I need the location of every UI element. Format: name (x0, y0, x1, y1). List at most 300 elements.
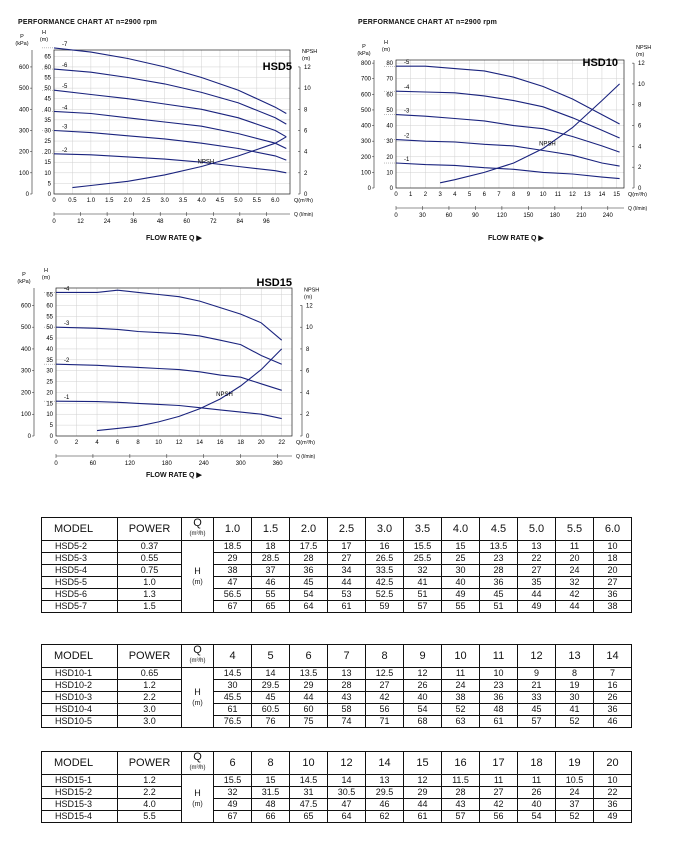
q-m3h-tick-label: 16 (216, 440, 224, 446)
flow-rate-label-hsd10: FLOW RATE Q ▶ (488, 235, 544, 242)
pressure-tick-label: 200 (360, 154, 371, 161)
head-value-cell: 28 (480, 565, 518, 577)
power-cell: 1.2 (118, 680, 182, 692)
flow-header: 16 (442, 752, 480, 775)
curve-stage-label: -4 (64, 286, 70, 293)
q-lmin-tick-label: 240 (198, 461, 209, 467)
q-m3h-tick-label: 1.5 (105, 198, 114, 204)
head-value-cell: 48 (480, 704, 518, 716)
flow-header: 4.0 (442, 518, 480, 541)
power-cell: 1.3 (118, 589, 182, 601)
head-tick-label: 40 (386, 123, 393, 130)
q-m3h-tick-label: 20 (257, 440, 265, 446)
head-value-cell: 29 (214, 553, 252, 565)
npsh-axis-label: NPSH (636, 45, 652, 52)
q-m3h-tick-label: 4.5 (215, 198, 225, 204)
q-lmin-tick-label: 150 (523, 213, 534, 219)
head-value-cell: 56.5 (214, 589, 252, 601)
npsh-tick-label: 10 (638, 81, 645, 88)
q-lmin-tick-label: 180 (161, 461, 172, 467)
head-value-cell: 61 (214, 704, 252, 716)
curve-stage-label: -5 (62, 84, 68, 91)
performance-table-hsd10 (41, 644, 632, 728)
table-row (42, 716, 632, 728)
head-curve (54, 131, 286, 161)
head-value-cell: 54 (518, 811, 556, 823)
head-value-cell: 22 (594, 787, 632, 799)
chart-model-title: HSD15 (256, 277, 292, 289)
head-value-cell: 13 (328, 668, 366, 680)
head-value-cell: 16 (366, 541, 404, 553)
power-cell: 1.2 (118, 775, 182, 787)
column-header-power: POWER (118, 645, 182, 668)
column-header-q (182, 518, 214, 541)
q-lmin-tick-label: 240 (602, 213, 613, 219)
model-cell: HSD10-1 (42, 668, 118, 680)
npsh-tick-label: 0 (304, 192, 308, 198)
q-m3h-axis-label: Q(m³/h) (296, 440, 315, 446)
model-cell: HSD5-4 (42, 565, 118, 577)
q-m3h-tick-label: 12 (175, 440, 183, 446)
column-header-power: POWER (118, 752, 182, 775)
table-row (42, 541, 632, 553)
flow-header: 12 (328, 752, 366, 775)
head-value-cell: 14.5 (290, 775, 328, 787)
flow-header: 1.5 (252, 518, 290, 541)
npsh-tick-label: 6 (638, 123, 642, 130)
head-value-cell: 57 (518, 716, 556, 728)
table-row (42, 565, 632, 577)
head-value-cell: 9 (518, 668, 556, 680)
npsh-tick-label: 2 (304, 170, 308, 177)
head-value-cell: 31 (290, 787, 328, 799)
head-value-cell: 31.5 (252, 787, 290, 799)
head-tick-label: 0 (47, 192, 51, 198)
head-value-cell: 28 (442, 787, 480, 799)
q-m3h-tick-label: 3.0 (160, 198, 169, 204)
head-unit-cell (182, 775, 214, 823)
npsh-axis-label: NPSH (304, 287, 320, 294)
model-cell: HSD10-5 (42, 716, 118, 728)
flow-rate-label-hsd15: FLOW RATE Q ▶ (146, 472, 202, 479)
npsh-tick-label: 12 (638, 61, 645, 68)
head-value-cell: 60.5 (252, 704, 290, 716)
head-value-cell: 47 (328, 799, 366, 811)
npsh-axis-label: NPSH (302, 48, 318, 55)
head-value-cell: 11 (442, 668, 480, 680)
pressure-axis-unit: (kPa) (357, 51, 371, 57)
pressure-tick-label: 500 (18, 86, 29, 93)
head-value-cell: 24 (556, 787, 594, 799)
head-value-cell: 14.5 (214, 668, 252, 680)
head-tick-label: 0 (389, 186, 393, 192)
head-value-cell: 29 (404, 787, 442, 799)
pressure-axis-label: P (22, 272, 26, 278)
pressure-tick-label: 600 (360, 92, 371, 99)
table-row (42, 601, 632, 613)
head-value-cell: 55 (252, 589, 290, 601)
head-tick-label: 30 (44, 128, 51, 135)
head-value-cell: 28 (290, 553, 328, 565)
head-value-cell: 58 (328, 704, 366, 716)
pressure-tick-label: 600 (20, 303, 31, 310)
h-label: H (194, 686, 201, 697)
model-cell: HSD5-5 (42, 577, 118, 589)
head-value-cell: 65 (252, 601, 290, 613)
q-lmin-tick-label: 0 (394, 213, 398, 219)
pressure-tick-label: 500 (20, 325, 31, 332)
head-axis-unit: (m) (381, 47, 391, 53)
flow-rate-label-hsd5: FLOW RATE Q ▶ (146, 235, 202, 242)
head-value-cell: 51 (404, 589, 442, 601)
power-cell: 4.0 (118, 799, 182, 811)
head-value-cell: 45.5 (214, 692, 252, 704)
q-lmin-tick-label: 48 (156, 219, 164, 225)
head-tick-label: 80 (386, 61, 393, 68)
q-m3h-axis-label: Q(m³/h) (294, 198, 313, 204)
flow-header: 15 (404, 752, 442, 775)
head-value-cell: 56 (366, 704, 404, 716)
head-curve (396, 115, 620, 153)
head-axis-unit: (m) (39, 37, 49, 43)
table-row (42, 577, 632, 589)
head-value-cell: 35 (518, 577, 556, 589)
q-unit: (m³/h) (189, 531, 206, 537)
pressure-tick-label: 400 (20, 346, 31, 353)
column-header-model: MODEL (42, 752, 118, 775)
head-value-cell: 27 (480, 787, 518, 799)
table-row (42, 799, 632, 811)
flow-header: 1.0 (214, 518, 252, 541)
q-lmin-tick-label: 120 (496, 213, 507, 219)
head-value-cell: 30 (556, 692, 594, 704)
npsh-curve-label: NPSH (197, 159, 215, 166)
pressure-axis-unit: (kPa) (15, 41, 29, 47)
head-value-cell: 24 (442, 680, 480, 692)
power-cell: 5.5 (118, 811, 182, 823)
head-value-cell: 53 (328, 589, 366, 601)
head-value-cell: 15.5 (214, 775, 252, 787)
q-m3h-tick-label: 14 (196, 440, 203, 446)
head-value-cell: 25 (442, 553, 480, 565)
q-lmin-tick-label: 180 (549, 213, 560, 219)
q-lmin-axis-label: Q (l/min) (628, 206, 648, 212)
head-value-cell: 45 (480, 589, 518, 601)
pressure-tick-label: 100 (20, 412, 31, 419)
head-tick-label: 15 (44, 160, 51, 167)
q-lmin-tick-label: 96 (263, 219, 270, 225)
head-value-cell: 14 (328, 775, 366, 787)
flow-header: 20 (594, 752, 632, 775)
chart-model-title: HSD10 (582, 57, 618, 69)
q-m3h-tick-label: 9 (526, 192, 531, 198)
table-row (42, 668, 632, 680)
flow-header: 4 (214, 645, 252, 668)
power-cell: 1.0 (118, 577, 182, 589)
head-value-cell: 11 (518, 775, 556, 787)
head-curve (56, 327, 282, 364)
model-cell: HSD10-4 (42, 704, 118, 716)
head-value-cell: 41 (404, 577, 442, 589)
q-m3h-tick-label: 1 (409, 192, 413, 198)
npsh-tick-label: 4 (638, 144, 642, 151)
head-value-cell: 27 (518, 565, 556, 577)
head-value-cell: 8 (556, 668, 594, 680)
head-value-cell: 21 (518, 680, 556, 692)
q-m3h-tick-label: 4.0 (197, 198, 206, 204)
column-header-model: MODEL (42, 645, 118, 668)
head-value-cell: 38 (594, 601, 632, 613)
pressure-tick-label: 100 (360, 170, 371, 177)
pressure-tick-label: 200 (20, 390, 31, 397)
head-value-cell: 12 (404, 668, 442, 680)
npsh-axis-unit: (m) (302, 55, 311, 62)
head-value-cell: 36 (290, 565, 328, 577)
head-value-cell: 45 (252, 692, 290, 704)
q-m3h-tick-label: 2 (423, 192, 428, 198)
npsh-tick-label: 2 (638, 165, 642, 172)
q-lmin-axis-label: Q (l/min) (296, 454, 316, 460)
head-value-cell: 46 (366, 799, 404, 811)
flow-header: 3.0 (366, 518, 404, 541)
head-value-cell: 76 (252, 716, 290, 728)
head-tick-label: 25 (44, 139, 51, 146)
head-value-cell: 15 (442, 541, 480, 553)
power-cell: 0.75 (118, 565, 182, 577)
head-value-cell: 47 (214, 577, 252, 589)
pressure-tick-label: 300 (18, 128, 29, 135)
head-tick-label: 5 (49, 423, 53, 430)
head-value-cell: 61 (328, 601, 366, 613)
head-curve (54, 48, 286, 114)
head-value-cell: 42 (480, 799, 518, 811)
pressure-tick-label: 700 (360, 76, 371, 83)
head-value-cell: 26.5 (366, 553, 404, 565)
power-cell: 1.5 (118, 601, 182, 613)
head-tick-label: 65 (46, 292, 53, 299)
q-m3h-tick-label: 5 (467, 192, 472, 198)
q-lmin-tick-label: 84 (236, 219, 244, 225)
flow-header: 14 (366, 752, 404, 775)
chart-heading-hsd5: PERFORMANCE CHART AT n=2900 rpm (18, 19, 158, 26)
flow-header: 10 (442, 645, 480, 668)
power-cell: 0.37 (118, 541, 182, 553)
pressure-tick-label: 0 (25, 192, 29, 198)
flow-header: 6 (290, 645, 328, 668)
head-tick-label: 0 (49, 434, 53, 440)
flow-header: 8 (252, 752, 290, 775)
head-value-cell: 42 (556, 589, 594, 601)
head-value-cell: 25.5 (404, 553, 442, 565)
head-tick-label: 5 (47, 181, 51, 188)
head-value-cell: 18 (252, 541, 290, 553)
npsh-tick-label: 0 (306, 434, 310, 440)
head-unit-cell (182, 668, 214, 728)
pressure-axis-label: P (362, 44, 366, 50)
head-value-cell: 11.5 (442, 775, 480, 787)
chart-hsd5 (0, 30, 340, 240)
npsh-curve (97, 349, 282, 431)
q-lmin-tick-label: 210 (576, 213, 587, 219)
q-m3h-tick-label: 4 (453, 192, 457, 198)
head-value-cell: 56 (480, 811, 518, 823)
head-value-cell: 36 (594, 704, 632, 716)
head-curve (54, 111, 286, 148)
head-value-cell: 32 (404, 565, 442, 577)
npsh-tick-label: 12 (306, 303, 313, 310)
head-value-cell: 43 (442, 799, 480, 811)
npsh-tick-label: 0 (638, 186, 642, 192)
q-m3h-tick-label: 10 (539, 192, 547, 198)
model-cell: HSD15-2 (42, 787, 118, 799)
head-tick-label: 55 (46, 314, 53, 321)
curve-stage-label: -2 (404, 133, 410, 140)
curve-stage-label: -4 (404, 85, 410, 92)
head-value-cell: 18 (594, 553, 632, 565)
head-value-cell: 43 (328, 692, 366, 704)
column-header-q (182, 752, 214, 775)
column-header-model: MODEL (42, 518, 118, 541)
head-tick-label: 40 (44, 107, 51, 114)
power-cell: 3.0 (118, 704, 182, 716)
q-m3h-tick-label: 6.0 (271, 198, 280, 204)
head-value-cell: 48 (252, 799, 290, 811)
head-value-cell: 36 (594, 799, 632, 811)
head-value-cell: 52 (442, 704, 480, 716)
head-value-cell: 44 (556, 601, 594, 613)
head-value-cell: 26 (518, 787, 556, 799)
q-unit: (m³/h) (189, 658, 206, 664)
q-unit: (m³/h) (189, 765, 206, 771)
pressure-tick-label: 300 (360, 139, 371, 146)
chart-hsd15 (0, 260, 340, 485)
pressure-tick-label: 400 (360, 123, 371, 130)
pressure-tick-label: 300 (20, 368, 31, 375)
head-value-cell: 10 (480, 668, 518, 680)
head-axis-label: H (384, 40, 388, 46)
pressure-tick-label: 100 (18, 170, 29, 177)
head-tick-label: 20 (44, 149, 51, 156)
curve-stage-label: -3 (62, 124, 68, 131)
head-tick-label: 45 (44, 96, 51, 103)
npsh-tick-label: 4 (304, 149, 308, 156)
head-value-cell: 38 (214, 565, 252, 577)
head-value-cell: 40 (518, 799, 556, 811)
flow-header: 10 (290, 752, 328, 775)
head-tick-label: 10 (44, 170, 51, 177)
pressure-axis-unit: (kPa) (17, 279, 31, 285)
head-value-cell: 11 (480, 775, 518, 787)
q-m3h-tick-label: 7 (497, 192, 501, 198)
head-value-cell: 60 (290, 704, 328, 716)
performance-table-hsd5 (41, 517, 632, 613)
flow-header: 17 (480, 752, 518, 775)
curve-stage-label: -2 (64, 358, 70, 365)
q-m3h-tick-label: 6 (115, 440, 120, 446)
head-value-cell: 61 (404, 811, 442, 823)
head-tick-label: 30 (46, 368, 53, 375)
table-row (42, 704, 632, 716)
head-value-cell: 71 (366, 716, 404, 728)
head-value-cell: 64 (328, 811, 366, 823)
head-value-cell: 27 (328, 553, 366, 565)
head-value-cell: 28 (328, 680, 366, 692)
head-value-cell: 11 (556, 541, 594, 553)
head-value-cell: 13.5 (480, 541, 518, 553)
q-m3h-tick-label: 5.5 (252, 198, 261, 204)
flow-header: 6.0 (594, 518, 632, 541)
q-m3h-tick-label: 12 (569, 192, 576, 198)
head-value-cell: 36 (594, 589, 632, 601)
head-value-cell: 24 (556, 565, 594, 577)
head-value-cell: 22 (518, 553, 556, 565)
curve-stage-label: -6 (62, 63, 68, 70)
npsh-axis-unit: (m) (304, 294, 313, 301)
head-tick-label: 50 (386, 107, 393, 114)
q-lmin-tick-label: 300 (235, 461, 246, 467)
q-m3h-tick-label: 8 (512, 192, 516, 198)
model-cell: HSD5-6 (42, 589, 118, 601)
head-tick-label: 50 (46, 325, 53, 332)
pressure-tick-label: 400 (18, 107, 29, 114)
model-cell: HSD10-3 (42, 692, 118, 704)
q-lmin-tick-label: 0 (52, 219, 56, 225)
flow-header: 11 (480, 645, 518, 668)
head-value-cell: 10 (594, 775, 632, 787)
power-cell: 3.0 (118, 716, 182, 728)
head-value-cell: 49 (442, 589, 480, 601)
q-m3h-tick-label: 3.5 (178, 198, 188, 204)
flow-header: 12 (518, 645, 556, 668)
npsh-tick-label: 2 (306, 412, 310, 419)
q-lmin-tick-label: 60 (183, 219, 191, 225)
pressure-tick-label: 200 (18, 149, 29, 156)
h-unit: (m) (192, 800, 203, 808)
head-tick-label: 70 (386, 76, 393, 83)
q-m3h-tick-label: 0.5 (68, 198, 77, 204)
head-axis-unit: (m) (41, 275, 51, 281)
flow-header: 6 (214, 752, 252, 775)
npsh-tick-label: 8 (306, 346, 310, 353)
head-value-cell: 27 (366, 680, 404, 692)
curve-stage-label: -5 (404, 60, 410, 67)
flow-header: 19 (556, 752, 594, 775)
head-value-cell: 46 (252, 577, 290, 589)
head-value-cell: 45 (518, 704, 556, 716)
h-unit: (m) (192, 699, 203, 707)
q-m3h-axis-label: Q(m³/h) (628, 192, 647, 198)
power-cell: 2.2 (118, 787, 182, 799)
flow-header: 5.5 (556, 518, 594, 541)
head-value-cell: 54 (404, 704, 442, 716)
head-value-cell: 42.5 (366, 577, 404, 589)
flow-header: 13 (556, 645, 594, 668)
head-value-cell: 32 (214, 787, 252, 799)
npsh-axis-unit: (m) (636, 52, 645, 59)
q-m3h-tick-label: 2.5 (142, 198, 151, 204)
head-value-cell: 64 (290, 601, 328, 613)
head-value-cell: 38 (442, 692, 480, 704)
head-tick-label: 35 (44, 117, 51, 124)
head-value-cell: 13.5 (290, 668, 328, 680)
performance-table-hsd15 (41, 751, 632, 823)
head-axis-label: H (44, 268, 48, 274)
head-value-cell: 44 (404, 799, 442, 811)
q-lmin-tick-label: 36 (130, 219, 137, 225)
npsh-tick-label: 12 (304, 64, 311, 71)
head-tick-label: 60 (386, 92, 393, 99)
q-m3h-tick-label: 8 (136, 440, 140, 446)
